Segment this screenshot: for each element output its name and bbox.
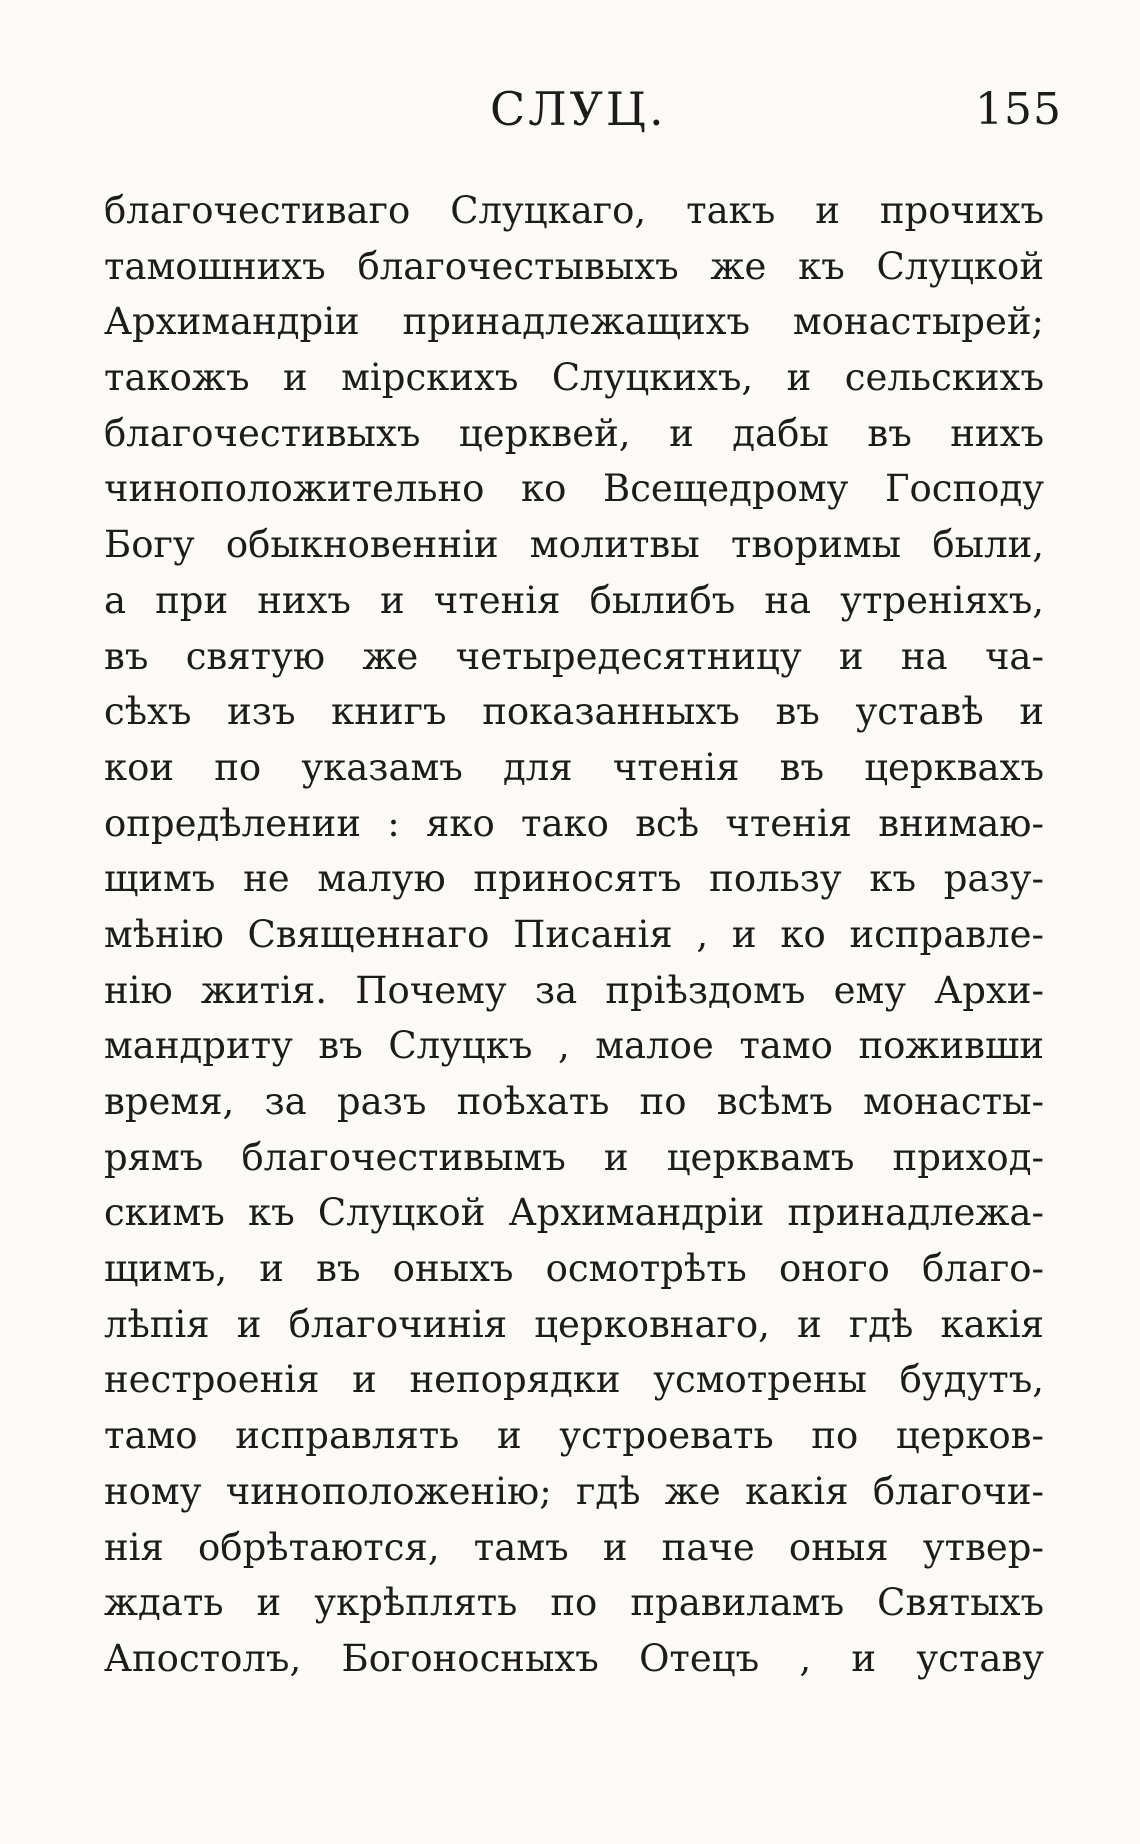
running-head: СЛУЦ. [490, 82, 667, 136]
text-line: скимъ къ Слуцкой Архимандріи принадлежа- [104, 1191, 1044, 1235]
text-line: нію житія. Почему за пріѣздомъ ему Архи- [104, 968, 1044, 1012]
text-line: рямъ благочестивымъ и церквамъ приход- [104, 1135, 1044, 1179]
text-line: сѣхъ изъ книгъ показанныхъ въ уставѣ и [104, 690, 1044, 734]
text-line: Апостолъ, Богоносныхъ Отецъ , и уставу [104, 1636, 1044, 1680]
text-line: щимъ не малую приносятъ пользу къ разу- [104, 857, 1044, 901]
text-line: ждать и укрѣплять по правиламъ Святыхъ [104, 1581, 1044, 1625]
text-line: мѣнію Священнаго Писанія , и ко исправле- [104, 912, 1044, 956]
text-line: такожъ и мірскихъ Слуцкихъ, и сельскихъ [104, 356, 1044, 400]
text-line: въ святую же четыредесятницу и на ча- [104, 634, 1044, 678]
text-line: нестроенія и непорядки усмотрены будутъ, [104, 1358, 1044, 1402]
text-line: тамо исправлять и устроевать по церков- [104, 1414, 1044, 1458]
body-text [104, 183, 1044, 1687]
text-line: тамошнихъ благочестывыхъ же къ Слуцкой [104, 244, 1044, 288]
text-line: нія обрѣтаются, тамъ и паче оныя утвер- [104, 1525, 1044, 1569]
text-line: лѣпія и благочинія церковнаго, и гдѣ какія [104, 1302, 1044, 1346]
text-line: а при нихъ и чтенія былибъ на утреніяхъ, [104, 578, 1044, 622]
text-line: благочестивыхъ церквей, и дабы въ нихъ [104, 411, 1044, 455]
text-line: Архимандріи принадлежащихъ монастырей; [104, 300, 1044, 344]
page-number: 155 [975, 84, 1062, 135]
text-line: время, за разъ поѣхать по всѣмъ монасты- [104, 1080, 1044, 1123]
text-line: чиноположительно ко Всещедрому Господу [104, 467, 1044, 511]
text-line: благочестиваго Слуцкаго, такъ и прочихъ [104, 189, 1044, 232]
page-header [0, 82, 1140, 152]
text-line: кои по указамъ для чтенія въ церквахъ [104, 745, 1044, 789]
text-line: щимъ, и въ оныхъ осмотрѣть оного благо- [104, 1247, 1044, 1291]
text-line: мандриту въ Слуцкъ , малое тамо поживши [104, 1024, 1044, 1068]
text-line: ному чиноположенію; гдѣ же какія благочи- [104, 1469, 1044, 1513]
text-line: Богу обыкновенніи молитвы творимы были, [104, 523, 1044, 567]
text-line: опредѣлении : яко тако всѣ чтенія внимаю- [104, 801, 1044, 845]
